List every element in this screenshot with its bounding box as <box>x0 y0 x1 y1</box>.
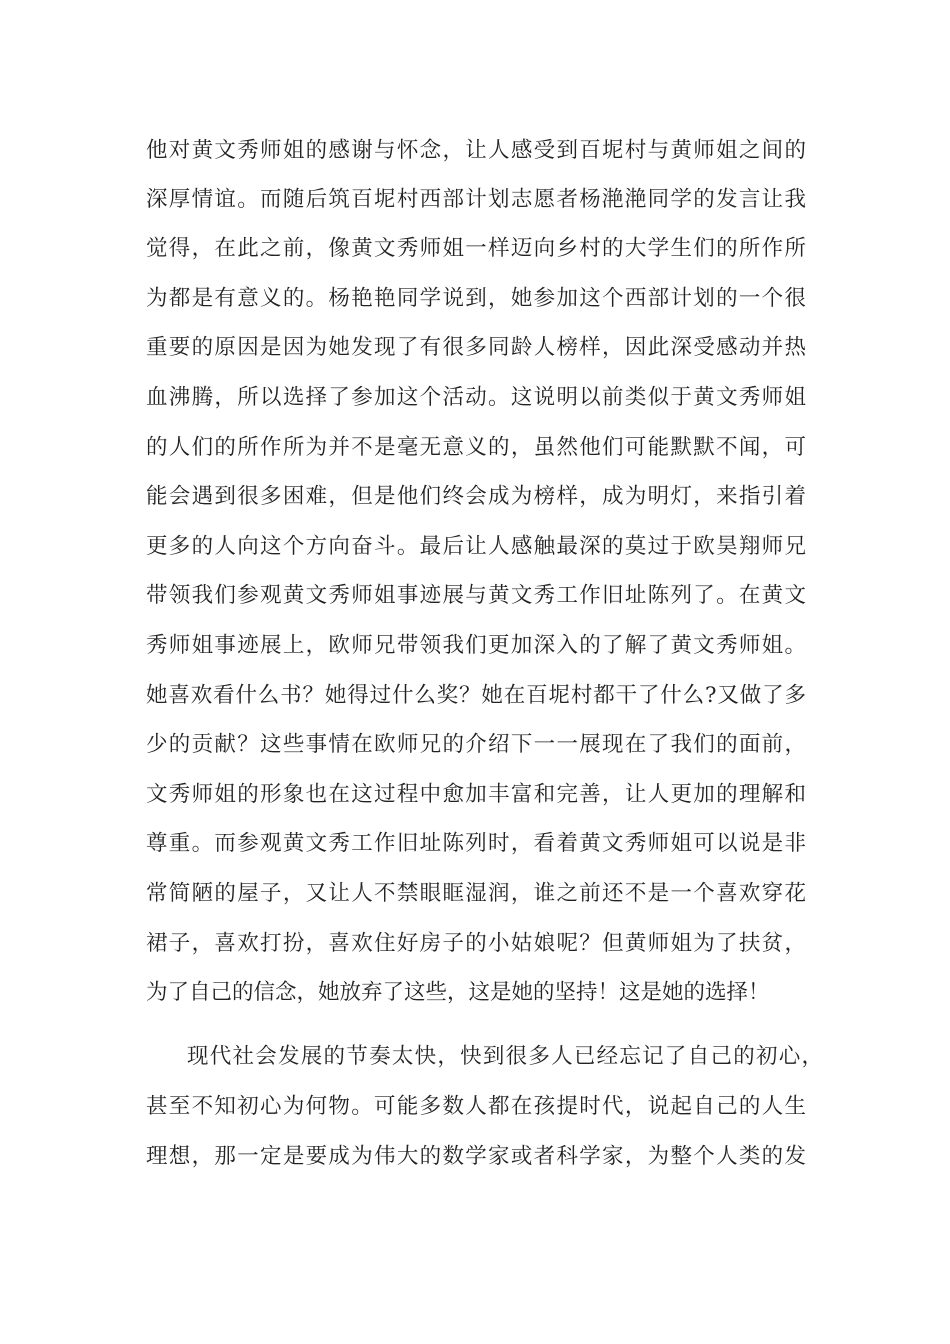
text-line: 裙子，喜欢打扮，喜欢住好房子的小姑娘呢？但黄师姐为了扶贫， <box>146 931 806 956</box>
text-line: 血沸腾，所以选择了参加这个活动。这说明以前类似于黄文秀师姐 <box>146 385 806 410</box>
text-line: 甚至不知初心为何物。可能多数人都在孩提时代，说起自己的人生 <box>146 1094 806 1119</box>
text-line: 能会遇到很多困难，但是他们终会成为榜样，成为明灯，来指引着 <box>146 484 806 509</box>
text-line: 为都是有意义的。杨艳艳同学说到，她参加这个西部计划的一个很 <box>146 286 806 311</box>
text-line: 深厚情谊。而随后筑百坭村西部计划志愿者杨滟滟同学的发言让我 <box>146 187 806 212</box>
text-line: 的人们的所作所为并不是毫无意义的，虽然他们可能默默不闻，可 <box>146 435 806 460</box>
text-line: 尊重。而参观黄文秀工作旧址陈列时，看着黄文秀师姐可以说是非 <box>146 831 806 856</box>
text-line: 更多的人向这个方向奋斗。最后让人感触最深的莫过于欧昊翔师兄 <box>146 534 806 559</box>
text-line: 带领我们参观黄文秀师姐事迹展与黄文秀工作旧址陈列了。在黄文 <box>146 583 806 608</box>
text-line: 她喜欢看什么书？她得过什么奖？她在百坭村都干了什么?又做了多 <box>146 683 806 708</box>
text-line: 重要的原因是因为她发现了有很多同龄人榜样，因此深受感动并热 <box>146 335 806 360</box>
text-line: 他对黄文秀师姐的感谢与怀念，让人感受到百坭村与黄师姐之间的 <box>146 138 806 163</box>
text-line: 秀师姐事迹展上，欧师兄带领我们更加深入的了解了黄文秀师姐。 <box>146 633 806 658</box>
text-line: 理想，那一定是要成为伟大的数学家或者科学家，为整个人类的发 <box>146 1144 806 1169</box>
paragraph-last-line: 为了自己的信念，她放弃了这些，这是她的坚持！这是她的选择！ <box>146 980 770 1005</box>
text-line: 文秀师姐的形象也在这过程中愈加丰富和完善，让人更加的理解和 <box>146 782 806 807</box>
text-line: 常简陋的屋子，又让人不禁眼眶湿润，谁之前还不是一个喜欢穿花 <box>146 881 806 906</box>
text-line: 少的贡献？这些事情在欧师兄的介绍下一一展现在了我们的面前， <box>146 732 806 757</box>
paragraph-first-line: 现代社会发展的节奏太快，快到很多人已经忘记了自己的初心， <box>187 1044 823 1069</box>
text-line: 觉得，在此之前，像黄文秀师姐一样迈向乡村的大学生们的所作所 <box>146 236 806 261</box>
